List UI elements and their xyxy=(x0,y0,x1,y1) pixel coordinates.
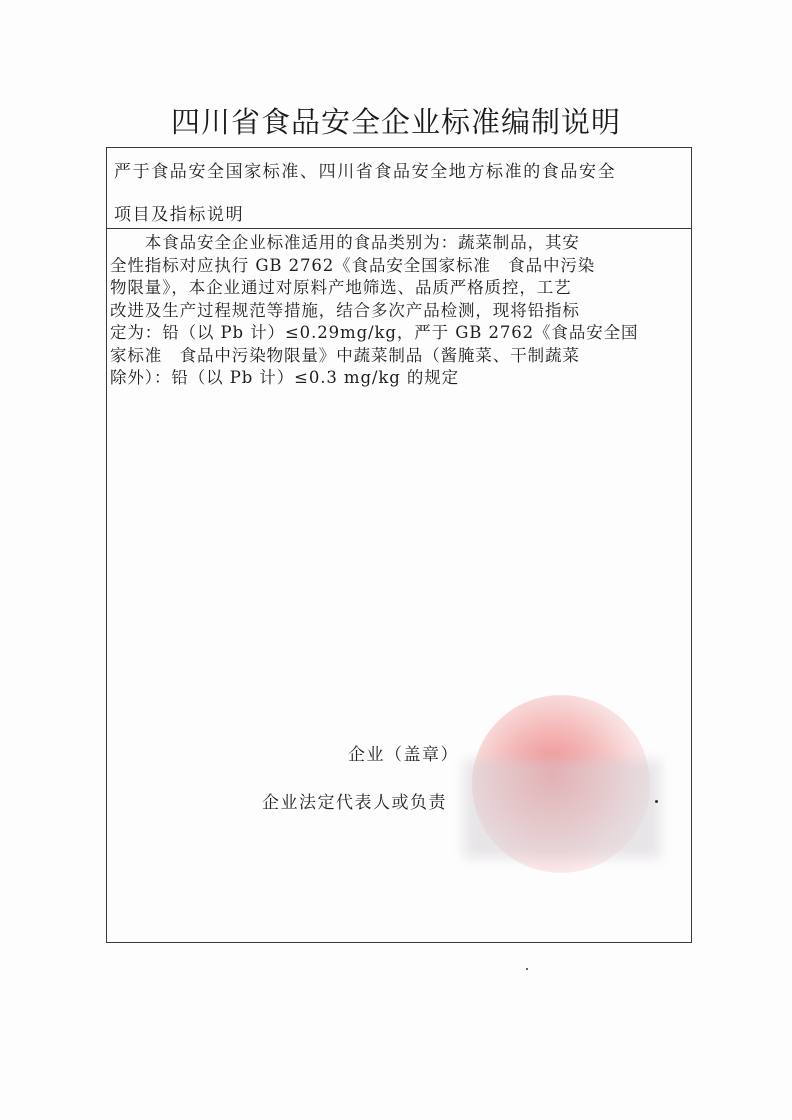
body-line: 除外）：铅（以 Pb 计）≤0.3 mg/kg 的规定 xyxy=(110,368,460,387)
redacted-signature-area xyxy=(464,760,660,858)
body-line: 物限量》，本企业通过对原料产地筛选、品质严格质控，工艺 xyxy=(110,278,572,297)
table-header-row xyxy=(107,148,691,229)
legal-representative-label: 企业法定代表人或负责 xyxy=(262,793,447,813)
body-line: 本食品安全企业标准适用的食品类别为：蔬菜制品，其安 xyxy=(110,233,580,252)
company-seal-label: 企业（盖章） xyxy=(348,745,459,765)
body-line: 定为：铅（以 Pb 计）≤0.29mg/kg，严于 GB 2762《食品安全国 xyxy=(110,323,639,342)
scan-speck xyxy=(655,800,658,803)
body-line: 家标准 食品中污染物限量》中蔬菜制品（酱腌菜、干制蔬菜 xyxy=(110,345,580,365)
body-line: 全性指标对应执行 GB 2762《食品安全国家标准 食品中污染 xyxy=(110,255,596,275)
page-title: 四川省食品安全企业标准编制说明 xyxy=(170,105,621,139)
explanation-body xyxy=(110,232,686,390)
body-line: 改进及生产过程规范等措施，结合多次产品检测，现将铅指标 xyxy=(110,300,580,320)
header-line-1: 严于食品安全国家标准、四川省食品安全地方标准的食品安全 xyxy=(114,162,617,182)
scan-speck xyxy=(526,968,528,970)
header-line-2: 项目及指标说明 xyxy=(114,205,245,225)
